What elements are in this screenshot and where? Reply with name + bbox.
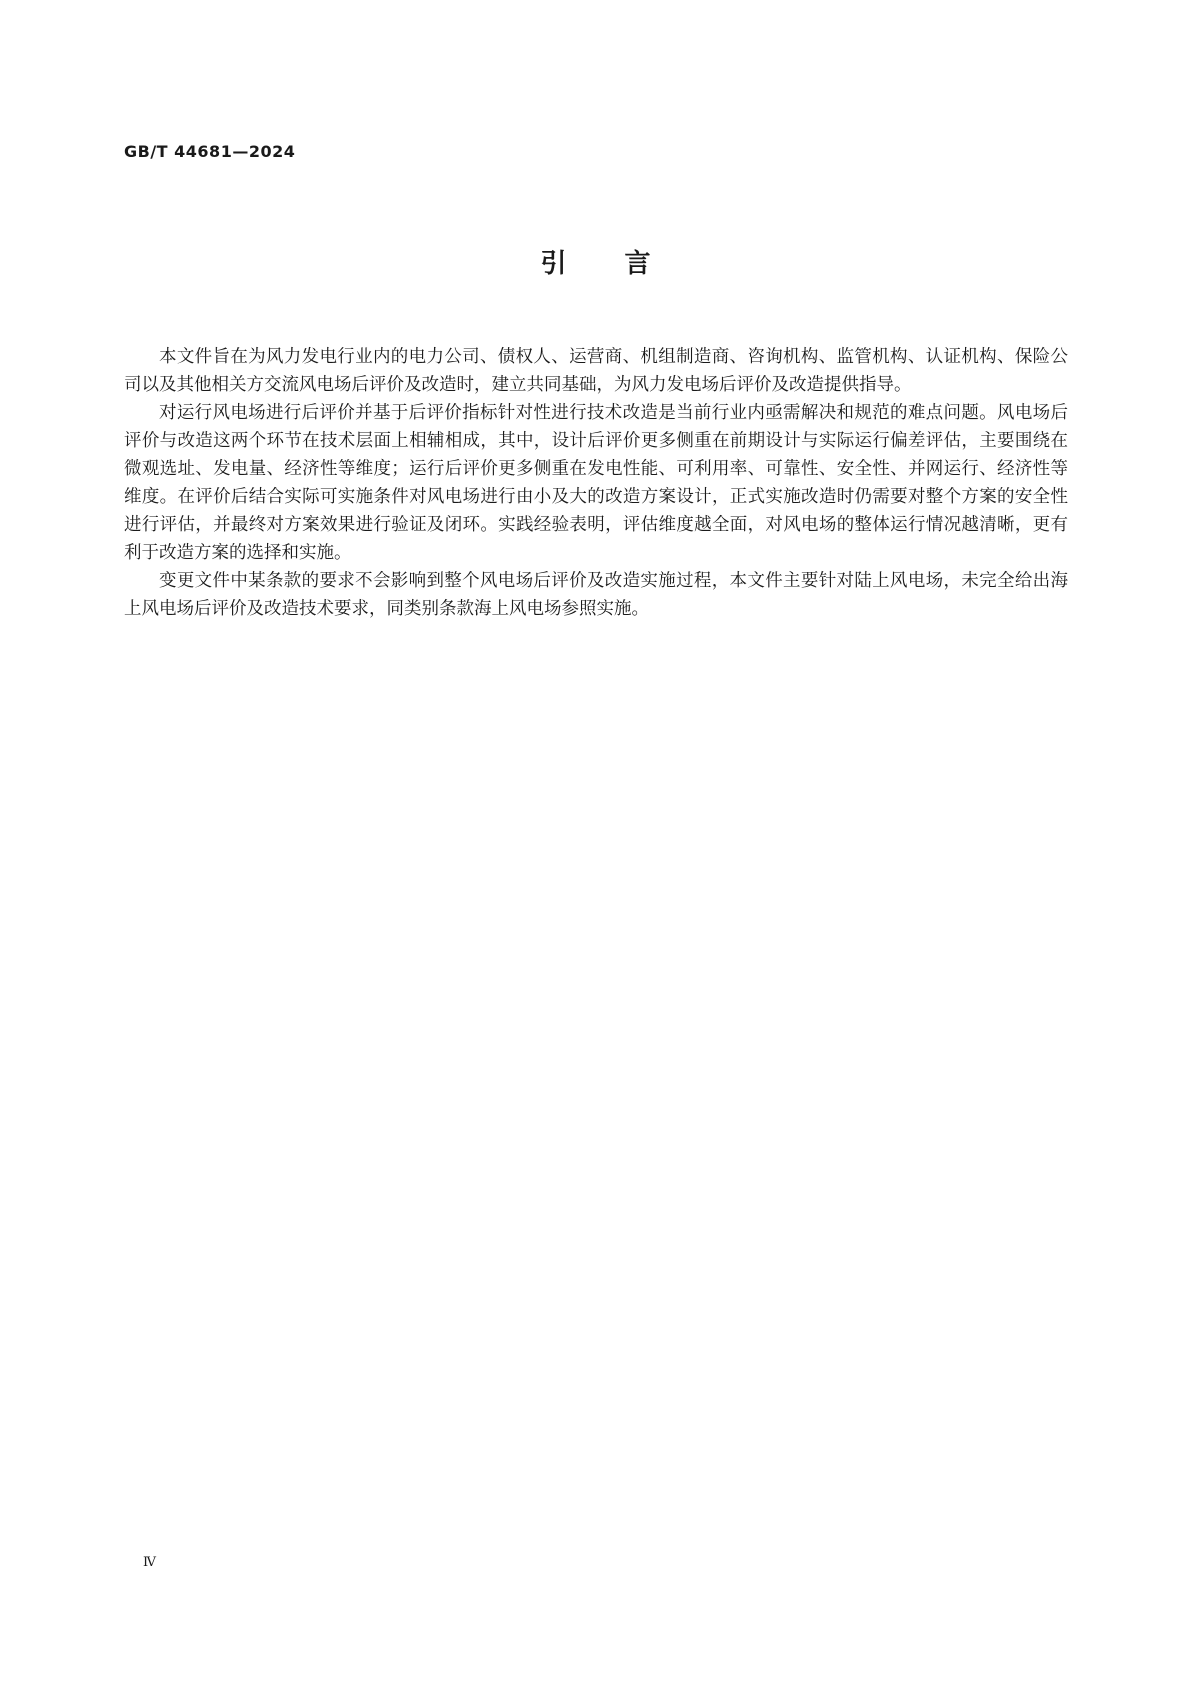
section-title: 引言 — [540, 249, 709, 279]
paragraph: 对运行风电场进行后评价并基于后评价指标针对性进行技术改造是当前行业内亟需解决和规范的难点问题。风电场后评价与改造这两个环节在技术层面上相辅相成，其中，设计后评价更多侧重在前期设计与实际运行偏差评估，主要围绕在微观选址、发电量、经济性等维度；运行后评价更多侧重在发电性能、可利用率、可靠性、安全性、并网运行、经济性等维度。在评价后结合实际可实施条件对风电场进行由小及大的改造方案设计，正式实施改造时仍需要对整个方案的安全性进行评估，并最终对方案效果进行验证及闭环。实践经验表明，评估维度越全面，对风电场的整体运行情况越清晰，更有利于改造方案的选择和实施。 — [124, 403, 1068, 563]
paragraph: 本文件旨在为风力发电行业内的电力公司、债权人、运营商、机组制造商、咨询机构、监管机构、认证机构、保险公司以及其他相关方交流风电场后评价及改造时，建立共同基础，为风力发电场后评价及改造提供指导。 — [124, 347, 1068, 395]
body-text — [124, 343, 1068, 623]
standard-code: GB/T 44681—2024 — [124, 142, 296, 161]
paragraph: 变更文件中某条款的要求不会影响到整个风电场后评价及改造实施过程，本文件主要针对陆上风电场，未完全给出海上风电场后评价及改造技术要求，同类别条款海上风电场参照实施。 — [124, 571, 1068, 619]
page-number: Ⅳ — [143, 1555, 156, 1570]
